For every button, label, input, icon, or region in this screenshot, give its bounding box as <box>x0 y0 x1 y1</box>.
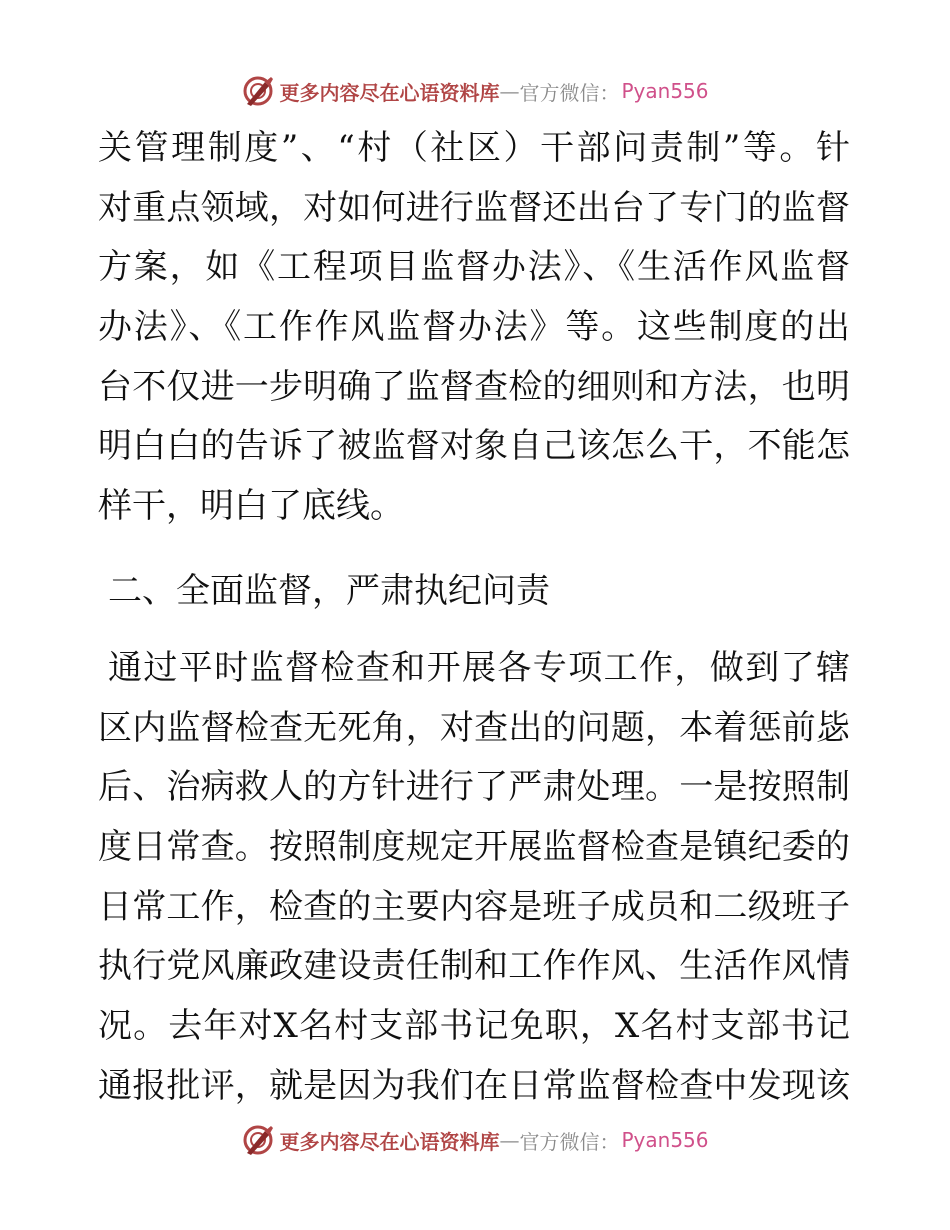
section-heading: 二、全面监督，严肃执纪问责 <box>108 570 550 611</box>
header-watermark <box>0 71 950 111</box>
watermark-main-text: 更多内容尽在心语资料库 <box>279 80 500 105</box>
text-line: 通报批评，就是因为我们在日常监督检查中发现该 <box>98 1065 850 1106</box>
text-line: 台不仅进一步明确了监督查检的细则和方法，也明 <box>98 366 850 407</box>
text-line: 执行党风廉政建设责任制和工作作风、生活作风情 <box>98 946 850 987</box>
text-line: 方案，如《工程项目监督办法》、《生活作风监督 <box>98 247 850 288</box>
paragraph-1 <box>98 119 850 537</box>
text-line: 日常工作，检查的主要内容是班子成员和二级班子 <box>98 886 850 927</box>
brand-logo-icon <box>241 1123 275 1157</box>
brand-logo-icon <box>241 74 275 108</box>
watermark-wechat-label: 官方微信： <box>519 80 620 105</box>
text-line: 区内监督检查无死角，对查出的问题，本着惩前毖 <box>98 707 850 748</box>
text-line: 后、治病救人的方针进行了严肃处理。一是按照制 <box>98 767 850 808</box>
watermark-wechat-label: 官方微信： <box>519 1129 620 1154</box>
paragraph-2 <box>98 639 850 1117</box>
text-line: 样干，明白了底线。 <box>98 486 404 527</box>
watermark-wechat-id: Pyan556 <box>621 1128 709 1152</box>
watermark-wechat-id: Pyan556 <box>621 79 709 103</box>
watermark-main-text: 更多内容尽在心语资料库 <box>279 1129 500 1154</box>
text-line: 况。去年对X名村支部书记免职，X名村支部书记 <box>98 1005 850 1046</box>
text-line: 通过平时监督检查和开展各专项工作，做到了辖 <box>108 647 850 688</box>
text-line: 对重点领域，对如何进行监督还出台了专门的监督 <box>98 187 850 228</box>
watermark-dash: — <box>499 1128 520 1152</box>
text-line: 度日常查。按照制度规定开展监督检查是镇纪委的 <box>98 826 850 867</box>
footer-watermark <box>0 1120 950 1160</box>
watermark-dash: — <box>499 79 520 103</box>
text-line: 关管理制度”、“村（社区）干部问责制”等。针 <box>98 128 850 168</box>
text-line: 办法》、《工作作风监督办法》等。这些制度的出 <box>98 307 850 348</box>
text-line: 明白白的告诉了被监督对象自己该怎么干，不能怎 <box>98 426 850 467</box>
document-body <box>98 119 850 1116</box>
